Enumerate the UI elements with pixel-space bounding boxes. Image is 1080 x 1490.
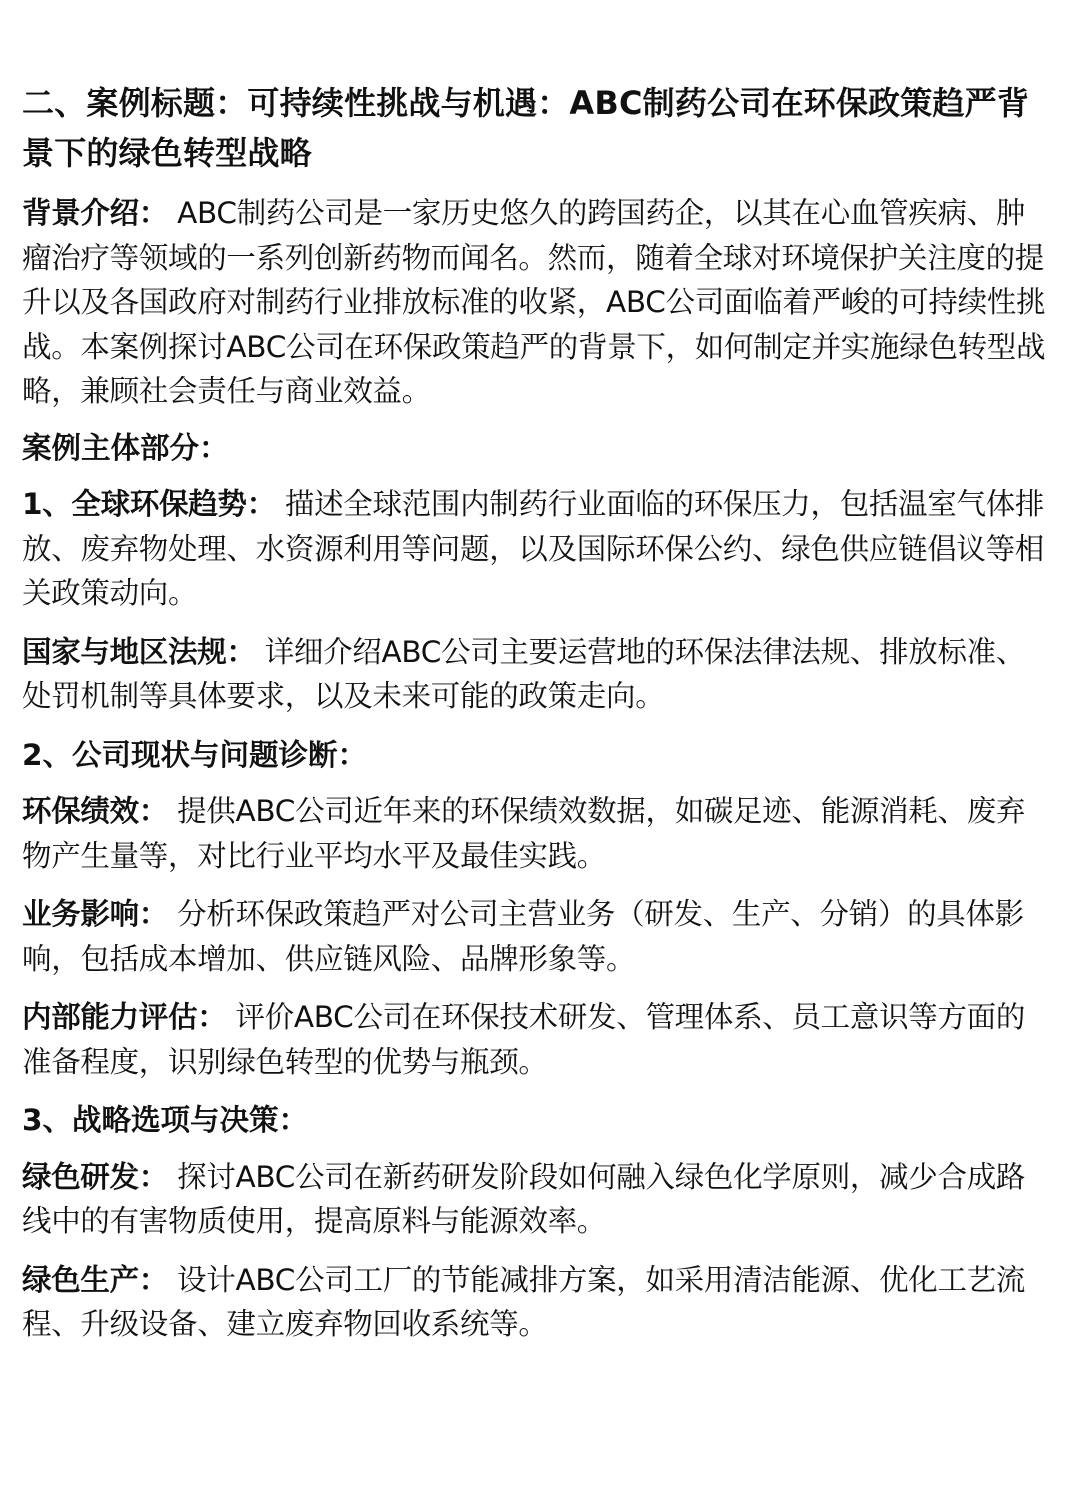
regulations-label: 国家与地区法规：: [22, 634, 256, 669]
internal-capability-paragraph: [22, 995, 1050, 1084]
global-trends-label: 1、全球环保趋势：: [22, 487, 276, 521]
main-body-heading: 案例主体部分：: [22, 430, 229, 465]
performance-text: 提供ABC公司近年来的环保绩效数据，如碳足迹、能源消耗、废弃物产生量等，对比行业平均水平及最佳实践。: [22, 794, 1026, 873]
green-production-label: 绿色生产：: [22, 1262, 169, 1297]
regulations-paragraph: [22, 630, 1050, 719]
green-rd-paragraph: [22, 1155, 1050, 1244]
global-trends-text: 描述全球范围内制药行业面临的环保压力，包括温室气体排放、废弃物处理、水资源利用等问题，以及国际环保公约、绿色供应链倡议等相关政策动向。: [22, 487, 1045, 610]
business-impact-text: 分析环保政策趋严对公司主营业务（研发、生产、分销）的具体影响，包括成本增加、供应链风险、品牌形象等。: [22, 897, 1024, 976]
background-paragraph: [22, 191, 1050, 414]
internal-capability-label: 内部能力评估：: [22, 1000, 227, 1034]
background-text: ABC制药公司是一家历史悠久的跨国药企，以其在心血管疾病、肿瘤治疗等领域的一系列创新药物而闻名。然而，随着全球对环境保护关注度的提升以及各国政府对制药行业排放标准的收紧，ABC公司面临着严峻的可持续性挑战。本案例探讨ABC公司在环保政策趋严的背景下，如何制定并实施绿色转型战略，兼顾社会责任与商业效益。: [22, 196, 1046, 408]
green-production-text: 设计ABC公司工厂的节能减排方案，如采用清洁能源、优化工艺流程、升级设备、建立废弃物回收系统等。: [22, 1262, 1026, 1341]
regulations-text: 详细介绍ABC公司主要运营地的环保法律法规、排放标准、处罚机制等具体要求，以及未来可能的政策走向。: [22, 634, 1026, 713]
business-impact-label: 业务影响：: [22, 897, 169, 931]
green-rd-label: 绿色研发：: [22, 1159, 169, 1194]
strategy-heading: 3、战略选项与决策：: [22, 1103, 309, 1137]
performance-label: 环保绩效：: [22, 794, 169, 828]
green-rd-text: 探讨ABC公司在新药研发阶段如何融入绿色化学原则，减少合成路线中的有害物质使用，提高原料与能源效率。: [22, 1159, 1026, 1238]
global-trends-paragraph: [22, 482, 1050, 616]
case-title: 二、案例标题：可持续性挑战与机遇：ABC制药公司在环保政策趋严背景下的绿色转型战略: [22, 84, 1030, 172]
performance-paragraph: [22, 789, 1050, 878]
business-impact-paragraph: [22, 892, 1050, 981]
internal-capability-text: 评价ABC公司在环保技术研发、管理体系、员工意识等方面的准备程度，识别绿色转型的优势与瓶颈。: [22, 1000, 1026, 1079]
green-production-paragraph: [22, 1258, 1050, 1347]
diagnosis-heading: 2、公司现状与问题诊断：: [22, 737, 368, 772]
background-label: 背景介绍：: [22, 196, 169, 230]
